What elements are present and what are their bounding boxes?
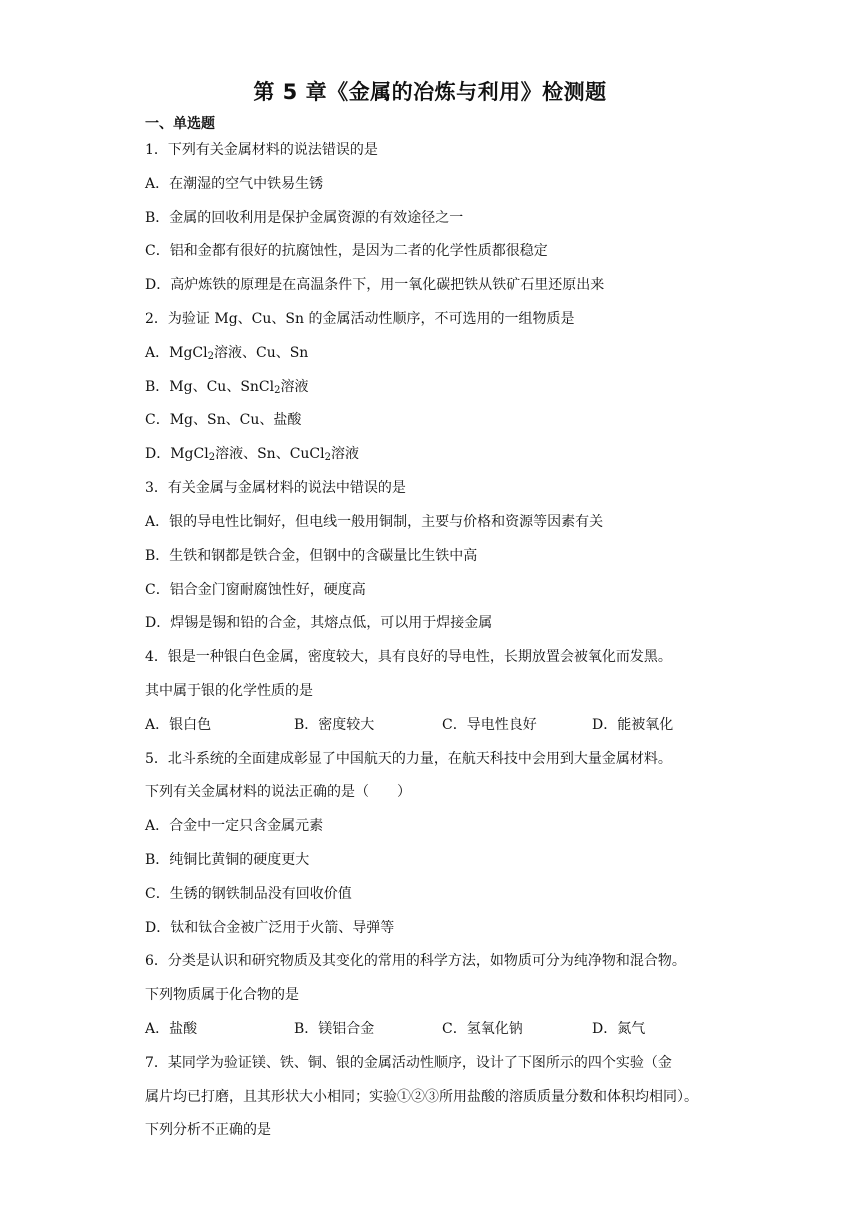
q2-d-subscript: 2	[208, 452, 216, 463]
q4-stem-line-2: 其中属于银的化学性质的是	[145, 683, 313, 699]
q2-option-d	[145, 444, 359, 464]
q2-option-a	[145, 343, 308, 363]
q7-stem-line-1: 7．某同学为验证镁、铁、铜、银的金属活动性顺序，设计了下图所示的四个实验（金	[145, 1055, 672, 1071]
q2-d-text-mid: 溶液、Sn、CuCl	[215, 446, 325, 462]
q5-option-c: C．生锈的钢铁制品没有回收价值	[145, 886, 352, 902]
q3-stem: 3．有关金属与金属材料的说法中错误的是	[145, 480, 406, 496]
q4-stem-line-1: 4．银是一种银白色金属，密度较大，具有良好的导电性，长期放置会被氧化而发黑。	[145, 649, 672, 665]
q2-option-b	[145, 377, 309, 397]
q1-stem: 1．下列有关金属材料的说法错误的是	[145, 142, 378, 158]
q1-option-c: C．铝和金都有很好的抗腐蚀性，是因为二者的化学性质都很稳定	[145, 243, 548, 259]
q6-option-b: B．镁铝合金	[294, 1021, 375, 1037]
q5-option-b: B．纯铜比黄铜的硬度更大	[145, 852, 310, 868]
q5-stem-line-1: 5．北斗系统的全面建成彰显了中国航天的力量，在航天科技中会用到大量金属材料。	[145, 751, 672, 767]
q6-option-c: C．氢氧化钠	[442, 1021, 523, 1037]
section-heading: 一、单选题	[145, 116, 215, 132]
q3-option-a: A．银的导电性比铜好，但电线一般用铜制，主要与价格和资源等因素有关	[145, 514, 604, 530]
q6-stem-line-2: 下列物质属于化合物的是	[145, 987, 299, 1003]
q2-stem: 2．为验证 Mg、Cu、Sn 的金属活动性顺序，不可选用的一组物质是	[145, 311, 575, 327]
q4-option-d: D．能被氧化	[592, 717, 674, 733]
q1-option-a: A．在潮湿的空气中铁易生锈	[145, 176, 324, 192]
q1-option-b: B．金属的回收利用是保护金属资源的有效途径之一	[145, 210, 464, 226]
q1-option-d: D．高炉炼铁的原理是在高温条件下，用一氧化碳把铁从铁矿石里还原出来	[145, 277, 605, 293]
q5-stem-line-2: 下列有关金属材料的说法正确的是（ ）	[145, 784, 411, 800]
q2-b-subscript: 2	[274, 385, 281, 396]
q2-b-text-rest: 溶液	[280, 379, 309, 395]
q5-option-d: D．钛和钛合金被广泛用于火箭、导弹等	[145, 920, 395, 936]
q4-option-c: C．导电性良好	[442, 717, 537, 733]
q6-stem-line-1: 6．分类是认识和研究物质及其变化的常用的科学方法，如物质可分为纯净物和混合物。	[145, 953, 686, 969]
q2-option-c: C．Mg、Sn、Cu、盐酸	[145, 412, 302, 428]
q2-d-subscript-2: 2	[324, 452, 331, 463]
q2-a-subscript: 2	[207, 351, 214, 362]
q7-stem-line-3: 下列分析不正确的是	[145, 1122, 271, 1138]
q2-a-text: A．MgCl	[145, 345, 208, 361]
q6-option-a: A．盐酸	[145, 1021, 198, 1037]
page-title: 第 5 章《金属的冶炼与利用》检测题	[253, 80, 607, 104]
q7-stem-line-2: 属片均已打磨，且其形状大小相同；实验①②③所用盐酸的溶质质量分数和体积均相同）。	[145, 1089, 698, 1105]
q4-option-b: B．密度较大	[294, 717, 375, 733]
q3-option-c: C．铝合金门窗耐腐蚀性好，硬度高	[145, 582, 366, 598]
q2-d-text-rest: 溶液	[331, 446, 359, 462]
q2-d-text: D．MgCl	[145, 446, 209, 462]
q3-option-b: B．生铁和钢都是铁合金，但钢中的含碳量比生铁中高	[145, 548, 478, 564]
q2-a-text-rest: 溶液、Cu、Sn	[213, 345, 309, 361]
q4-option-a: A．银白色	[145, 717, 212, 733]
q2-b-text: B．Mg、Cu、SnCl	[145, 379, 275, 395]
q3-option-d: D．焊锡是锡和铅的合金，其熔点低，可以用于焊接金属	[145, 615, 493, 631]
q6-option-d: D．氮气	[592, 1021, 646, 1037]
q5-option-a: A．合金中一定只含金属元素	[145, 818, 324, 834]
